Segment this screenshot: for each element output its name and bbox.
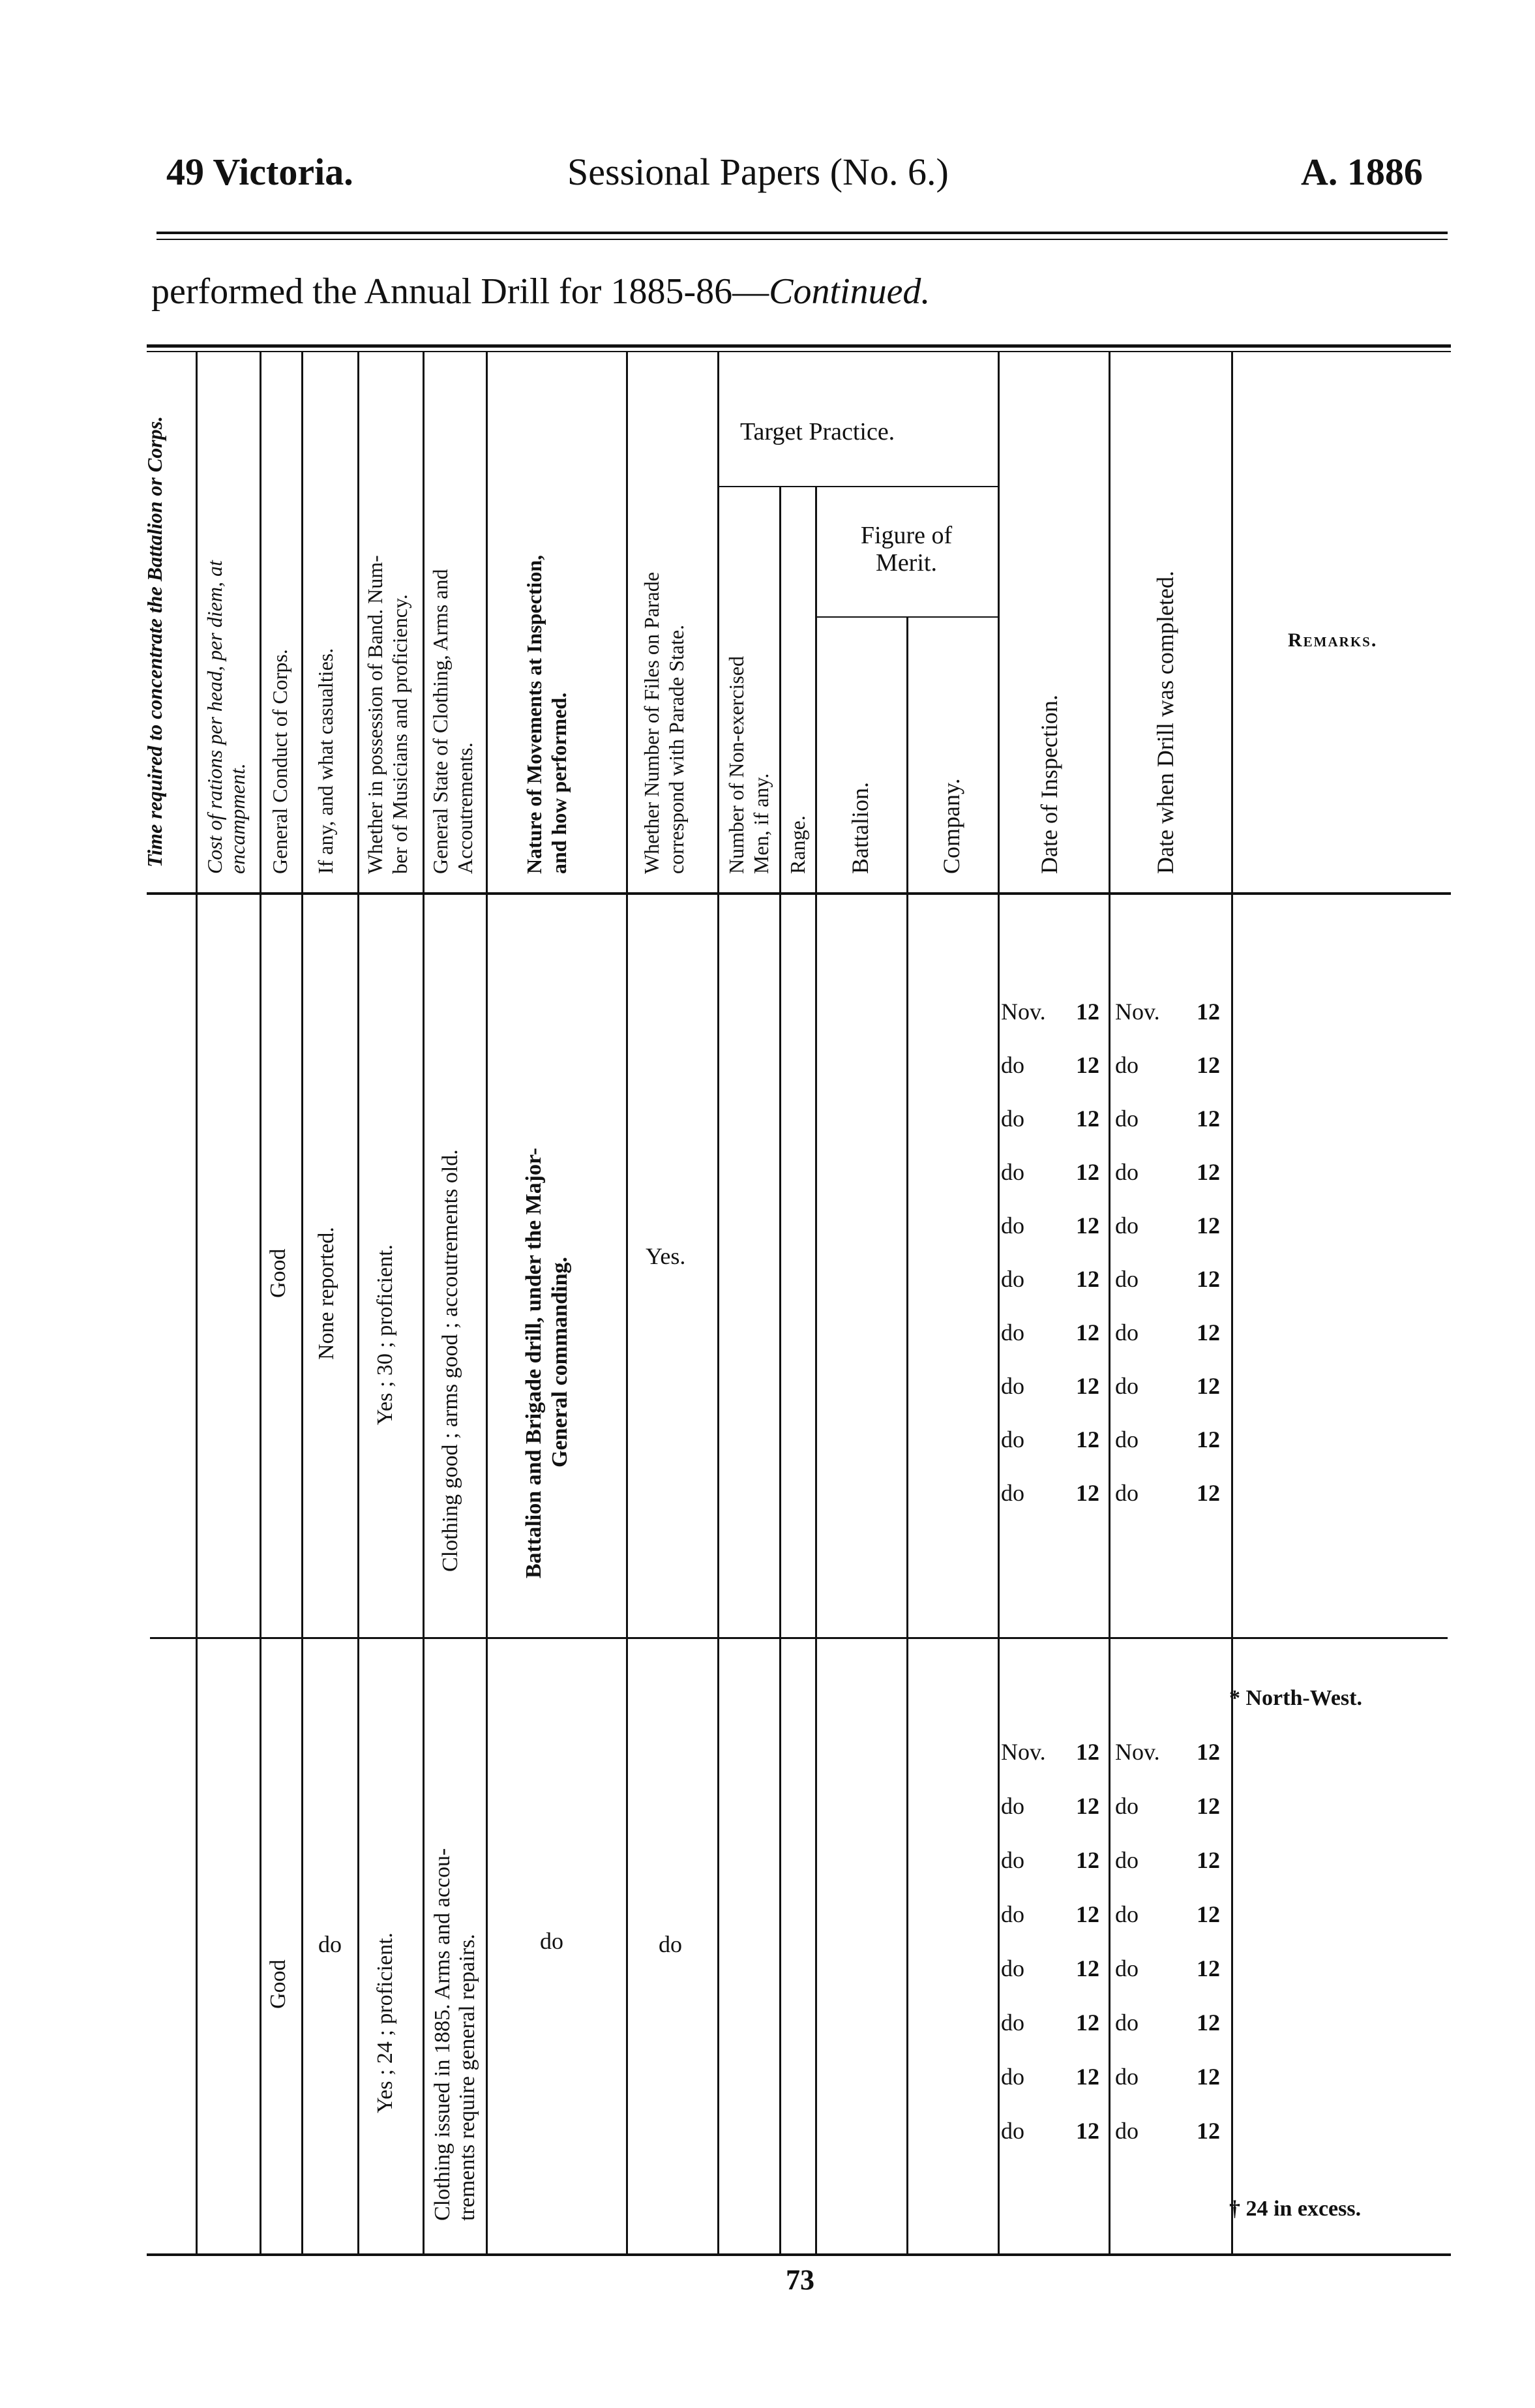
col-header-clothing-1: General State of Clothing, Arms and	[428, 569, 452, 874]
col-rule	[260, 352, 261, 2253]
date-cell-insp-month: do	[1001, 2118, 1024, 2144]
col-header-band-2: ber of Musicians and proficiency.	[388, 594, 411, 874]
col-rule	[1109, 352, 1110, 2253]
section-divider-rule	[150, 1637, 1448, 1639]
date-cell-insp-day: 12	[1076, 1319, 1099, 1346]
col-rule	[717, 352, 719, 2253]
col-header-general-conduct: General Conduct of Corps.	[268, 649, 291, 874]
date-cell-insp-month: do	[1001, 2064, 1024, 2090]
date-cell-comp-day: 12	[1197, 1847, 1220, 1873]
date-cell-comp-day: 12	[1197, 1480, 1220, 1506]
date-cell-insp-month: do	[1001, 1955, 1024, 1981]
col-header-date-inspection: Date of Inspection.	[1036, 695, 1062, 874]
date-cell-insp-day: 12	[1076, 1106, 1099, 1132]
date-cell-insp-day: 12	[1076, 1480, 1099, 1506]
col-header-cost-rations-1: Cost of rations per head, per diem, at	[203, 560, 226, 874]
date-cell-insp-month: Nov.	[1001, 999, 1046, 1025]
s1-movements-2: General commanding.	[548, 1257, 572, 1467]
date-cell-comp-day: 12	[1197, 2009, 1220, 2036]
table-top-rule	[147, 344, 1451, 348]
date-cell-comp-month: do	[1115, 2064, 1139, 2090]
s2-casualties: do	[318, 1931, 342, 1957]
col-header-clothing-2: Accoutrements.	[453, 742, 477, 874]
col-header-range: Range.	[786, 815, 809, 874]
table-bottom-rule	[147, 2253, 1451, 2256]
date-cell-insp-day: 12	[1076, 1266, 1099, 1292]
date-cell-insp-day: 12	[1076, 1052, 1099, 1078]
date-cell-comp-day: 12	[1197, 1106, 1220, 1132]
col-header-non-exercised-1: Number of Non-exercised	[724, 655, 748, 874]
s1-casualties: None reported.	[314, 1227, 338, 1360]
s2-band: Yes ; 24 ; proficient.	[373, 1932, 397, 2113]
date-cell-comp-month: do	[1115, 1426, 1139, 1452]
date-cell-comp-day: 12	[1197, 1373, 1220, 1399]
date-cell-insp-month: do	[1001, 1793, 1024, 1819]
date-cell-comp-month: do	[1115, 2009, 1139, 2036]
page-subtitle	[151, 271, 930, 312]
col-rule	[196, 352, 198, 2253]
col-header-casualties: If any, and what casualties.	[314, 648, 337, 874]
col-header-time-required: Time required to concentrate the Battalion or Corps.	[143, 415, 166, 867]
date-cell-insp-day: 12	[1076, 1739, 1099, 1765]
date-cell-comp-day: 12	[1197, 1426, 1220, 1452]
col-rule	[301, 352, 303, 2253]
date-cell-comp-day: 12	[1197, 999, 1220, 1025]
s2-conduct: Good	[266, 1959, 290, 2009]
date-cell-comp-day: 12	[1197, 1793, 1220, 1819]
date-cell-insp-month: do	[1001, 1106, 1024, 1132]
date-cell-comp-day: 12	[1197, 1955, 1220, 1981]
subtitle-text: performed the Annual Drill for 1885-86—	[151, 271, 769, 312]
date-cell-insp-month: do	[1001, 1426, 1024, 1452]
date-cell-comp-day: 12	[1197, 2118, 1220, 2144]
col-header-band-1: Whether in possession of Band. Num-	[363, 555, 387, 874]
date-cell-comp-day: 12	[1197, 1739, 1220, 1765]
date-cell-insp-day: 12	[1076, 2064, 1099, 2090]
date-cell-comp-month: do	[1115, 1159, 1139, 1185]
header-rule	[156, 232, 1448, 234]
date-cell-comp-month: do	[1115, 1106, 1139, 1132]
date-cell-comp-day: 12	[1197, 1266, 1220, 1292]
col-header-cost-rations-2: encampment.	[226, 763, 249, 874]
date-cell-comp-month: Nov.	[1115, 999, 1160, 1025]
date-cell-comp-day: 12	[1197, 1159, 1220, 1185]
col-header-date-completed: Date when Drill was completed.	[1152, 571, 1178, 874]
date-cell-comp-month: do	[1115, 1373, 1139, 1399]
s2-movements: do	[540, 1928, 563, 1954]
date-cell-insp-month: Nov.	[1001, 1739, 1046, 1765]
date-cell-insp-day: 12	[1076, 1159, 1099, 1185]
col-rule	[1231, 352, 1233, 2253]
date-cell-insp-month: do	[1001, 1847, 1024, 1873]
date-cell-insp-month: do	[1001, 1319, 1024, 1346]
col-rule	[906, 616, 908, 2253]
page-number: 73	[786, 2264, 814, 2296]
col-rule	[815, 486, 817, 2253]
date-cell-comp-day: 12	[1197, 1901, 1220, 1927]
date-cell-insp-day: 12	[1076, 1847, 1099, 1873]
date-cell-comp-month: Nov.	[1115, 1739, 1160, 1765]
header-center: Sessional Papers (No. 6.)	[567, 151, 949, 193]
col-header-files-1: Whether Number of Files on Parade	[640, 572, 663, 874]
date-cell-insp-day: 12	[1076, 1793, 1099, 1819]
date-cell-insp-day: 12	[1076, 1955, 1099, 1981]
date-cell-insp-month: do	[1001, 1052, 1024, 1078]
col-header-movements-1: Nature of Movements at Inspection,	[522, 554, 546, 874]
date-cell-comp-day: 12	[1197, 1319, 1220, 1346]
remark-excess: † 24 in excess.	[1229, 2197, 1362, 2221]
date-cell-insp-month: do	[1001, 1480, 1024, 1506]
s2-clothing-1: Clothing issued in 1885. Arms and accou-	[430, 1848, 455, 2221]
date-cell-comp-month: do	[1115, 1793, 1139, 1819]
s1-conduct: Good	[266, 1248, 290, 1298]
date-cell-comp-month: do	[1115, 1266, 1139, 1292]
col-rule	[357, 352, 359, 2253]
date-cell-comp-month: do	[1115, 1212, 1139, 1239]
date-cell-comp-month: do	[1115, 1052, 1139, 1078]
header-rule-thin	[156, 239, 1448, 240]
date-cell-comp-day: 12	[1197, 1052, 1220, 1078]
s2-clothing-2: trements require general repairs.	[455, 1934, 479, 2221]
date-cell-insp-month: do	[1001, 2009, 1024, 2036]
date-cell-insp-month: do	[1001, 1373, 1024, 1399]
s1-movements-1: Battalion and Brigade drill, under the Major-	[522, 1147, 546, 1578]
date-cell-comp-day: 12	[1197, 1212, 1220, 1239]
date-cell-comp-month: do	[1115, 2118, 1139, 2144]
s1-clothing: Clothing good ; arms good ; accoutrements old.	[438, 1149, 462, 1572]
s1-band: Yes ; 30 ; proficient.	[373, 1244, 397, 1425]
date-cell-comp-month: do	[1115, 1955, 1139, 1981]
date-cell-insp-month: do	[1001, 1266, 1024, 1292]
date-cell-insp-day: 12	[1076, 1373, 1099, 1399]
date-cell-insp-day: 12	[1076, 2009, 1099, 2036]
date-cell-comp-month: do	[1115, 1480, 1139, 1506]
date-cell-comp-month: do	[1115, 1319, 1139, 1346]
date-cell-insp-day: 12	[1076, 2118, 1099, 2144]
date-cell-insp-day: 12	[1076, 1426, 1099, 1452]
date-cell-insp-month: do	[1001, 1901, 1024, 1927]
col-rule	[626, 352, 628, 2253]
date-cell-comp-month: do	[1115, 1901, 1139, 1927]
date-cell-comp-month: do	[1115, 1847, 1139, 1873]
col-header-movements-2: and how performed.	[547, 692, 571, 874]
col-header-files-2: correspond with Parade State.	[664, 624, 688, 874]
date-cell-insp-day: 12	[1076, 999, 1099, 1025]
col-header-remarks: Remarks.	[1288, 629, 1378, 651]
date-cell-insp-month: do	[1001, 1159, 1024, 1185]
col-header-target-practice: Target Practice.	[740, 418, 895, 445]
col-rule	[779, 486, 781, 2253]
header-left: 49 Victoria.	[166, 151, 353, 193]
col-header-figure-of-merit: Figure of Merit.	[860, 522, 953, 577]
date-cell-insp-day: 12	[1076, 1212, 1099, 1239]
date-cell-insp-month: do	[1001, 1212, 1024, 1239]
figure-of-merit-rule	[815, 616, 998, 618]
s2-files: do	[659, 1931, 682, 1957]
header-right: A. 1886	[1301, 151, 1423, 193]
table-top-rule-thin	[147, 351, 1451, 352]
date-cell-comp-day: 12	[1197, 2064, 1220, 2090]
col-header-battalion: Battalion.	[847, 782, 873, 874]
header-bottom-rule	[147, 892, 1451, 895]
col-rule	[998, 352, 1000, 2253]
col-rule	[423, 352, 425, 2253]
col-rule	[486, 352, 488, 2253]
subtitle-continued: Continued.	[769, 271, 931, 312]
col-header-non-exercised-2: Men, if any.	[749, 773, 773, 874]
col-header-company: Company.	[938, 778, 964, 874]
date-cell-insp-day: 12	[1076, 1901, 1099, 1927]
target-practice-rule	[717, 486, 998, 487]
s1-files: Yes.	[646, 1243, 686, 1269]
remark-north-west: * North-West.	[1229, 1686, 1362, 1710]
